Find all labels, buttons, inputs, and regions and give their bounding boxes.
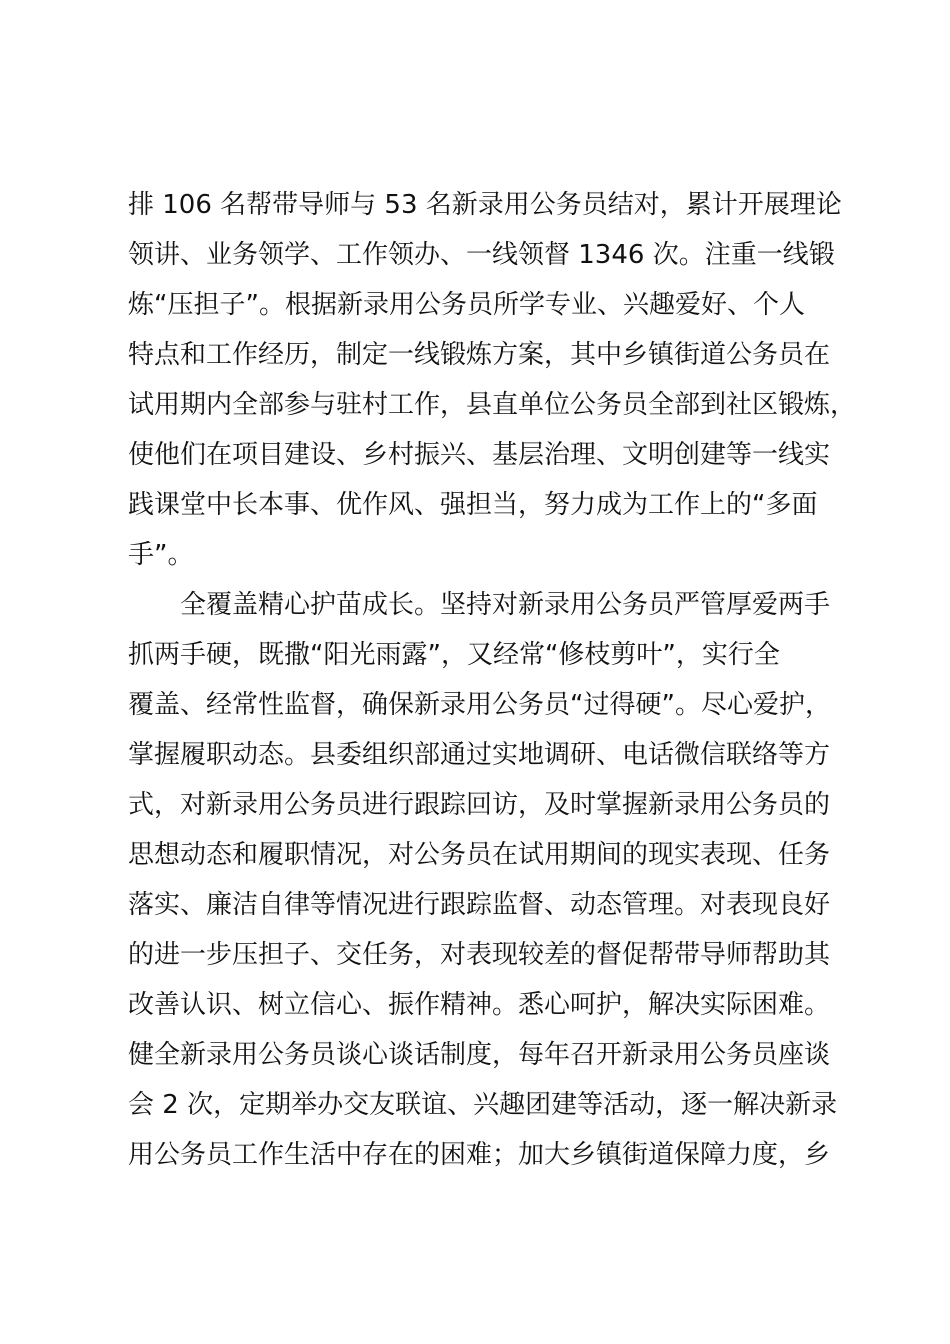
- text-line: 改善认识、树立信心、振作精神。悉心呵护，解决实际困难。: [128, 990, 831, 1020]
- text-line: 式，对新录用公务员进行跟踪回访，及时掌握新录用公务员的: [128, 790, 831, 820]
- text-line: 抓两手硬，既撒“阳光雨露”，又经常“修枝剪叶”，实行全: [128, 640, 780, 670]
- text-line: 落实、廉洁自律等情况进行跟踪监督、动态管理。对表现良好: [128, 890, 831, 920]
- text-line: 掌握履职动态。县委组织部通过实地调研、电话微信联络等方: [128, 740, 831, 770]
- text-line: 试用期内全部参与驻村工作，县直单位公务员全部到社区锻炼，: [128, 390, 857, 420]
- text-line: 思想动态和履职情况，对公务员在试用期间的现实表现、任务: [128, 840, 831, 870]
- text-line: 践课堂中长本事、优作风、强担当，努力成为工作上的“多面: [128, 490, 818, 520]
- text-line: 炼“压担子”。根据新录用公务员所学专业、兴趣爱好、个人: [128, 290, 805, 320]
- text-line: 的进一步压担子、交任务，对表现较差的督促帮带导师帮助其: [128, 940, 831, 970]
- text-line: 领讲、业务领学、工作领办、一线领督 1346 次。注重一线锻: [128, 240, 835, 270]
- text-line: 用公务员工作生活中存在的困难；加大乡镇街道保障力度，乡: [128, 1140, 831, 1170]
- paragraph-start-line: 全覆盖精心护苗成长。坚持对新录用公务员严管厚爱两手: [128, 590, 831, 620]
- text-line: 健全新录用公务员谈心谈话制度，每年召开新录用公务员座谈: [128, 1040, 831, 1070]
- text-line: 手”。: [128, 540, 194, 570]
- text-line: 排 106 名帮带导师与 53 名新录用公务员结对，累计开展理论: [128, 190, 842, 220]
- text-line: 使他们在项目建设、乡村振兴、基层治理、文明创建等一线实: [128, 440, 831, 470]
- document-body: [128, 180, 868, 1180]
- text-line: 覆盖、经常性监督，确保新录用公务员“过得硬”。尽心爱护，: [128, 690, 831, 720]
- text-line: 会 2 次，定期举办交友联谊、兴趣团建等活动，逐一解决新录: [128, 1090, 838, 1120]
- text-line: 特点和工作经历，制定一线锻炼方案，其中乡镇街道公务员在: [128, 340, 831, 370]
